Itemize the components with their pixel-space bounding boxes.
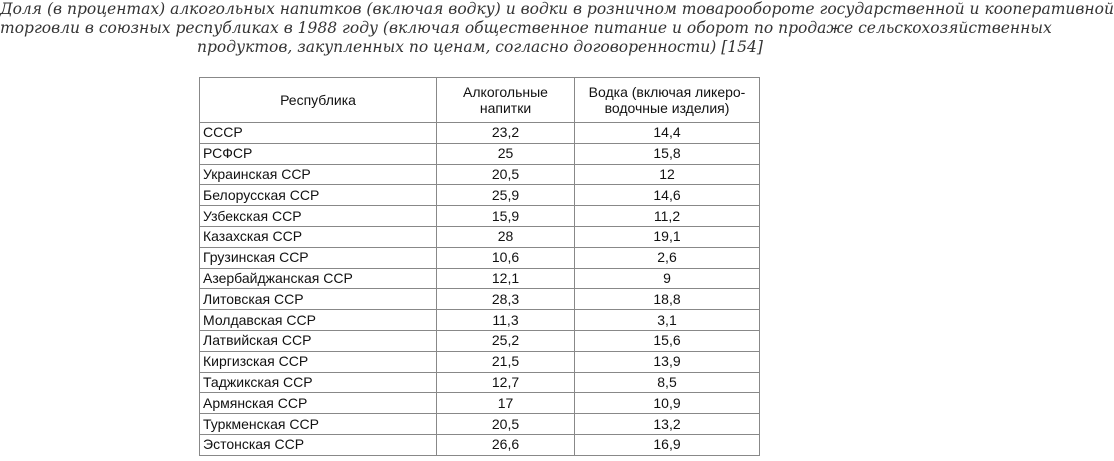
alcohol-share-cell: 25,2 xyxy=(437,330,575,351)
vodka-share-cell: 11,2 xyxy=(575,206,760,227)
republic-cell: Казахская ССР xyxy=(200,226,437,247)
header-alcohol-line-1: Алкогольные xyxy=(463,84,548,100)
alcohol-share-cell: 28,3 xyxy=(437,289,575,310)
vodka-share-cell: 2,6 xyxy=(575,247,760,268)
alcohol-share-cell: 21,5 xyxy=(437,351,575,372)
table-row xyxy=(200,226,760,247)
alcohol-share-cell: 15,9 xyxy=(437,206,575,227)
republic-cell: Латвийская ССР xyxy=(200,330,437,351)
table-row xyxy=(200,289,760,310)
republic-cell: Армянская ССР xyxy=(200,393,437,414)
republic-cell: Узбекская ССР xyxy=(200,206,437,227)
alcohol-share-cell: 25,9 xyxy=(437,185,575,206)
vodka-share-cell: 19,1 xyxy=(575,226,760,247)
vodka-share-cell: 14,4 xyxy=(575,123,760,144)
alcohol-share-table xyxy=(199,77,760,456)
republic-cell: Киргизская ССР xyxy=(200,351,437,372)
table-row xyxy=(200,434,760,455)
vodka-share-cell: 13,2 xyxy=(575,414,760,435)
table-row xyxy=(200,310,760,331)
alcohol-share-cell: 23,2 xyxy=(437,123,575,144)
table-caption xyxy=(0,0,1114,66)
vodka-share-cell: 12 xyxy=(575,164,760,185)
table-row xyxy=(200,143,760,164)
table-row xyxy=(200,268,760,289)
header-republic: Республика xyxy=(200,78,437,123)
vodka-share-cell: 3,1 xyxy=(575,310,760,331)
table-row xyxy=(200,164,760,185)
alcohol-share-cell: 17 xyxy=(437,393,575,414)
table-row xyxy=(200,351,760,372)
table-header-row xyxy=(200,78,760,123)
table-row xyxy=(200,123,760,144)
table-row xyxy=(200,372,760,393)
caption-line-1: Доля (в процентах) алкогольных напитков (включая водку) и водки в розничном товарообороте государственной и кооперативной xyxy=(0,0,1114,18)
header-vodka xyxy=(575,78,760,123)
republic-cell: РСФСР xyxy=(200,143,437,164)
table-row xyxy=(200,393,760,414)
republic-cell: Грузинская ССР xyxy=(200,247,437,268)
republic-cell: Литовская ССР xyxy=(200,289,437,310)
table-row xyxy=(200,185,760,206)
header-vodka-line-1: Водка (включая ликеро- xyxy=(588,84,746,100)
vodka-share-cell: 15,6 xyxy=(575,330,760,351)
republic-cell: Украинская ССР xyxy=(200,164,437,185)
caption-line-2: торговли в союзных республиках в 1988 году (включая общественное питание и оборот по продаже сельскохозяйственных xyxy=(0,19,1052,37)
republic-cell: Эстонская ССР xyxy=(200,434,437,455)
alcohol-share-cell: 12,7 xyxy=(437,372,575,393)
republic-cell: Белорусская ССР xyxy=(200,185,437,206)
vodka-share-cell: 9 xyxy=(575,268,760,289)
republic-cell: Туркменская ССР xyxy=(200,414,437,435)
vodka-share-cell: 10,9 xyxy=(575,393,760,414)
table-row xyxy=(200,206,760,227)
alcohol-share-cell: 20,5 xyxy=(437,164,575,185)
vodka-share-cell: 16,9 xyxy=(575,434,760,455)
table-row xyxy=(200,330,760,351)
header-alcohol-line-2: напитки xyxy=(479,100,532,116)
republic-cell: Молдавская ССР xyxy=(200,310,437,331)
table-body xyxy=(200,123,760,456)
vodka-share-cell: 14,6 xyxy=(575,185,760,206)
alcohol-share-cell: 11,3 xyxy=(437,310,575,331)
caption-line-3: продуктов, закупленных по ценам, согласно договоренности) [154] xyxy=(197,38,763,56)
alcohol-share-cell: 25 xyxy=(437,143,575,164)
vodka-share-cell: 18,8 xyxy=(575,289,760,310)
table-row xyxy=(200,414,760,435)
vodka-share-cell: 13,9 xyxy=(575,351,760,372)
header-vodka-line-2: водочные изделия) xyxy=(604,100,730,116)
republic-cell: Азербайджанская ССР xyxy=(200,268,437,289)
alcohol-share-cell: 28 xyxy=(437,226,575,247)
alcohol-share-cell: 20,5 xyxy=(437,414,575,435)
vodka-share-cell: 8,5 xyxy=(575,372,760,393)
vodka-share-cell: 15,8 xyxy=(575,143,760,164)
alcohol-share-cell: 12,1 xyxy=(437,268,575,289)
table-row xyxy=(200,247,760,268)
republic-cell: СССР xyxy=(200,123,437,144)
alcohol-share-cell: 26,6 xyxy=(437,434,575,455)
alcohol-share-cell: 10,6 xyxy=(437,247,575,268)
header-alcohol xyxy=(437,78,575,123)
republic-cell: Таджикская ССР xyxy=(200,372,437,393)
